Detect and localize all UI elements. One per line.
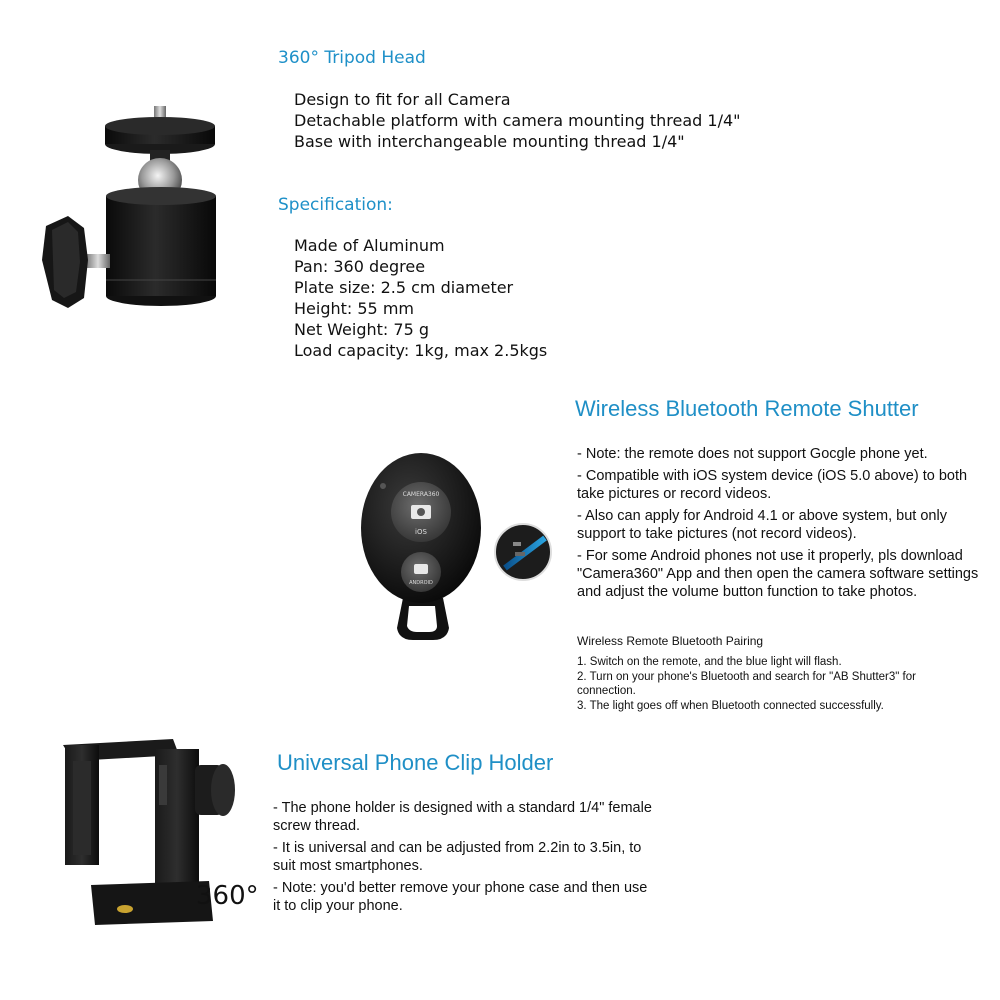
remote-title: Wireless Bluetooth Remote Shutter: [575, 396, 919, 421]
remote-note: - Also can apply for Android 4.1 or above system, but only support to take pictures (not record videos).: [577, 508, 947, 542]
remote-notes: [577, 445, 992, 605]
spec-item: Height: 55 mm: [294, 299, 414, 318]
android-button-label: ANDROID: [409, 580, 433, 586]
feature-item: Design to fit for all Camera: [294, 90, 511, 109]
phone-clip-note: - The phone holder is designed with a standard 1/4" female screw thread.: [273, 800, 652, 834]
spec-item: Made of Aluminum: [294, 236, 445, 255]
camera360-label: CAMERA360: [402, 491, 440, 498]
rotation-label: 360°: [196, 881, 259, 911]
specification-title: Specification:: [278, 195, 393, 215]
remote-note: - Note: the remote does not support Gocgle phone yet.: [577, 446, 928, 462]
remote-shutter-image: [355, 448, 555, 648]
remote-note: - For some Android phones not use it properly, pls download "Camera360" App and then open the camera software settings and adjust the volume button function to take photos.: [577, 548, 979, 600]
phone-clip-note: - It is universal and can be adjusted from 2.2in to 3.5in, to suit most smartphones.: [273, 840, 642, 874]
spec-item: Net Weight: 75 g: [294, 320, 429, 339]
pairing-step: 1. Switch on the remote, and the blue light will flash.: [577, 656, 842, 668]
specification-list: [294, 235, 547, 361]
spec-item: Load capacity: 1kg, max 2.5kgs: [294, 341, 548, 360]
ios-button-sub: iOS: [415, 528, 427, 536]
feature-item: Base with interchangeable mounting thread 1/4": [294, 132, 685, 151]
phone-clip-title: Universal Phone Clip Holder: [277, 750, 554, 775]
pairing-step: 2. Turn on your phone's Bluetooth and search for "AB Shutter3" for connection.: [577, 671, 916, 697]
tripod-head-features: [294, 89, 741, 152]
tripod-head-image: [38, 100, 238, 320]
phone-clip-notes: [273, 799, 658, 919]
pairing-title: Wireless Remote Bluetooth Pairing: [577, 634, 764, 648]
remote-note: - Compatible with iOS system device (iOS 5.0 above) to both take pictures or record videos.: [577, 468, 968, 502]
phone-clip-note: - Note: you'd better remove your phone case and then use it to clip your phone.: [273, 880, 648, 914]
pairing-step: 3. The light goes off when Bluetooth connected successfully.: [577, 700, 884, 712]
tripod-head-title: 360° Tripod Head: [278, 48, 426, 68]
spec-item: Pan: 360 degree: [294, 257, 426, 276]
feature-item: Detachable platform with camera mounting thread 1/4": [294, 111, 741, 130]
spec-item: Plate size: 2.5 cm diameter: [294, 278, 514, 297]
pairing-instructions: [577, 634, 967, 713]
